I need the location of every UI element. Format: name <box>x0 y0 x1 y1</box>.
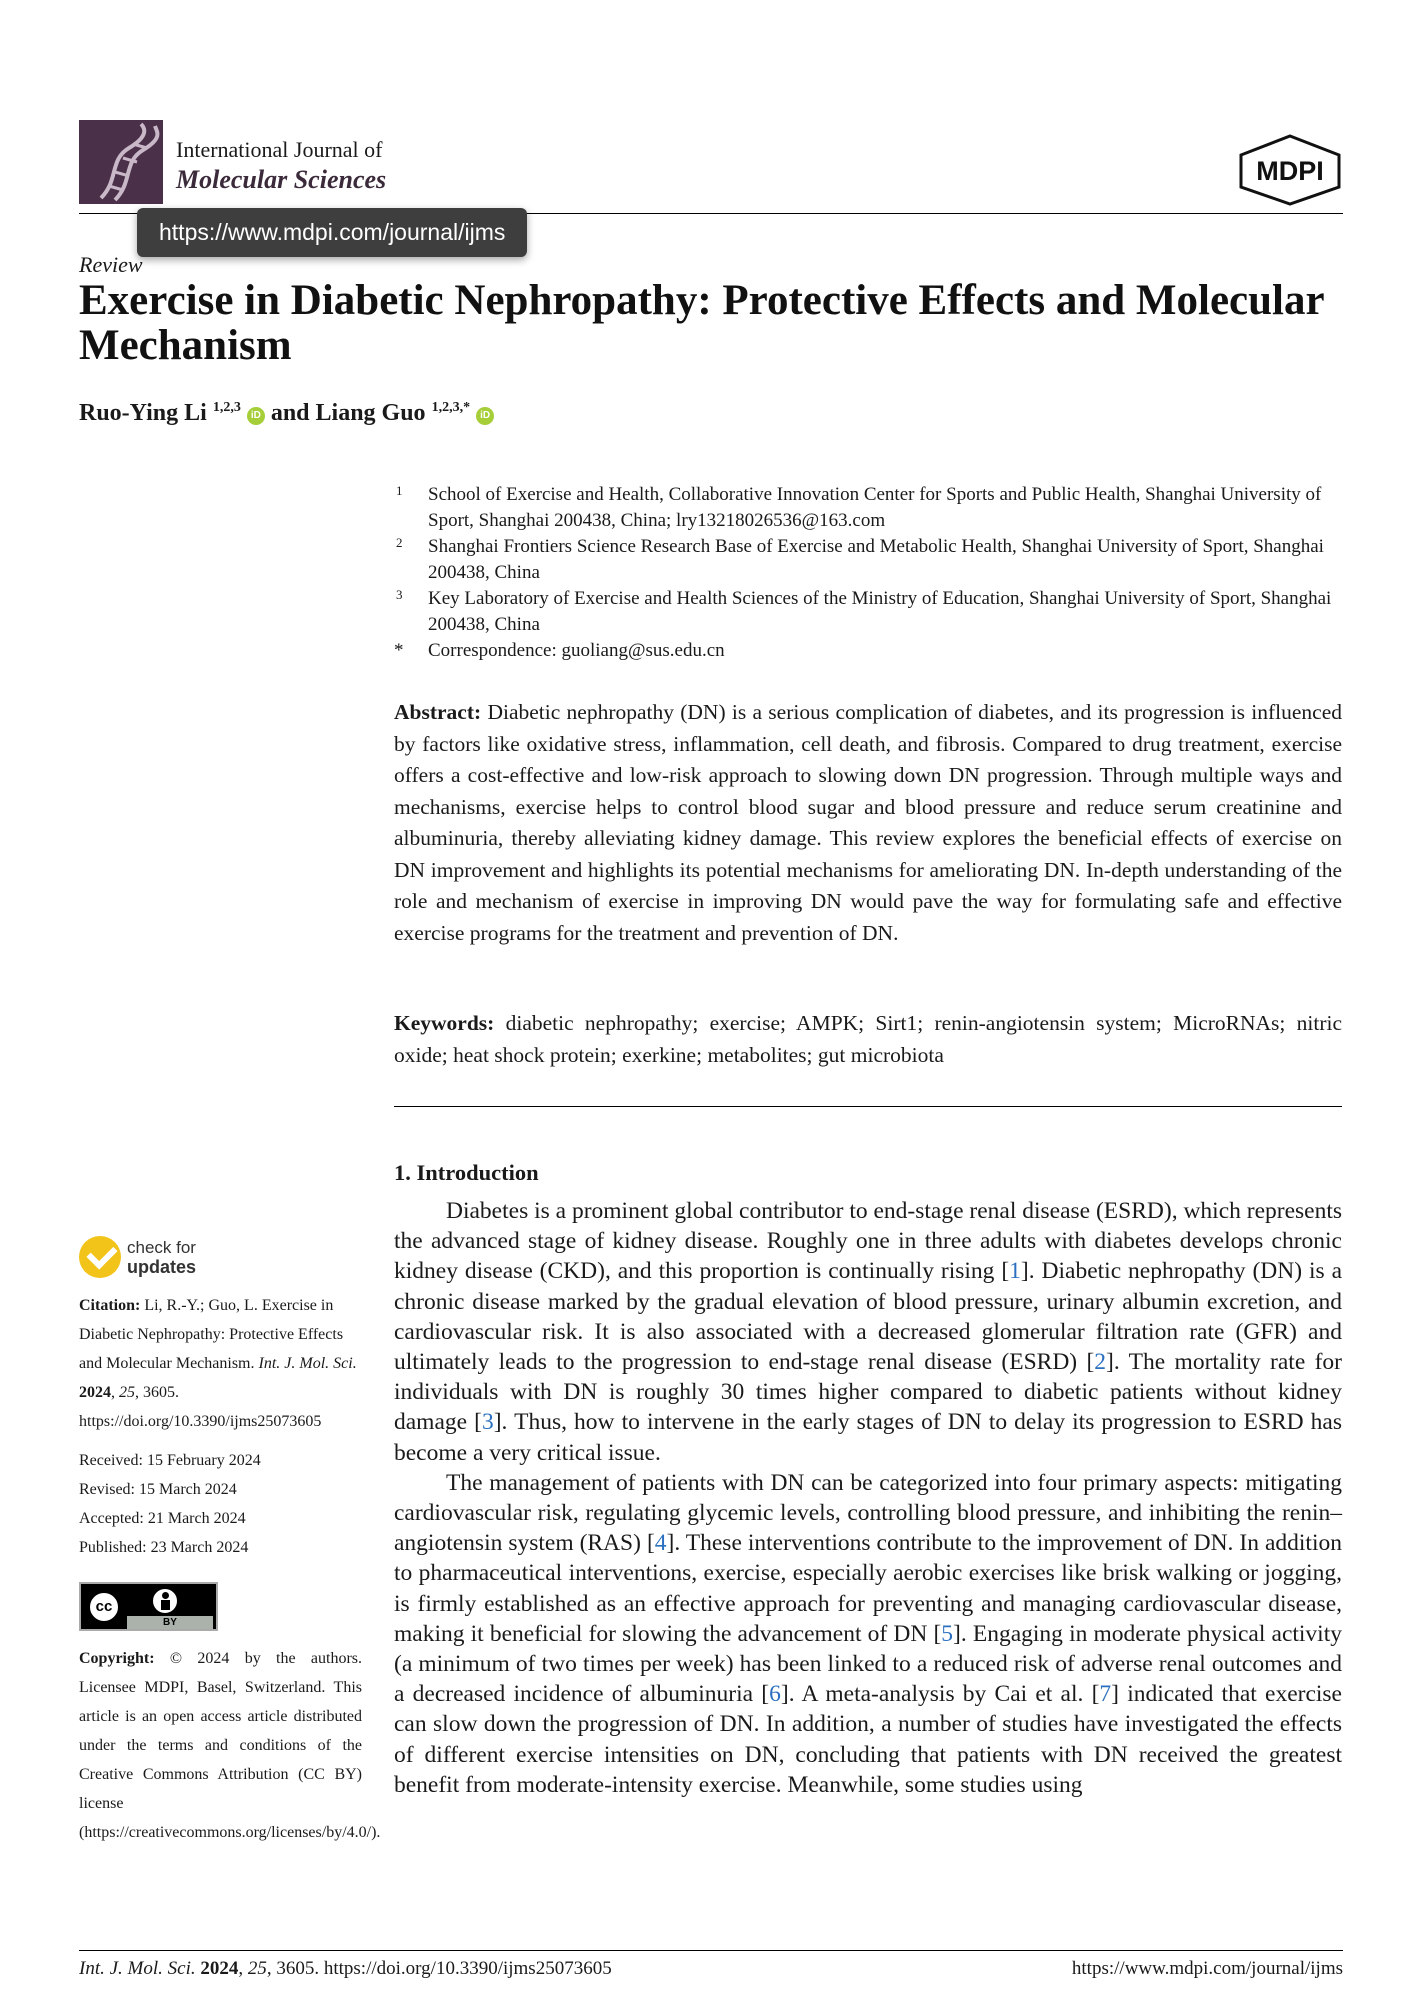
affiliation-text: Key Laboratory of Exercise and Health Sciences of the Ministry of Education, Shanghai University of Sport, Shanghai 200438, China <box>428 588 1332 635</box>
journal-logo <box>79 120 163 204</box>
footer-year: 2024 <box>200 1958 239 1979</box>
check-updates-line2: updates <box>127 1257 197 1277</box>
footer-citation: Int. J. Mol. Sci. 2024, 25, 3605. https://doi.org/10.3390/ijms25073605 <box>79 1958 612 1979</box>
correspondence-item <box>392 638 1352 664</box>
paragraph-text: ]. Thus, how to intervene in the early stages of DN to delay its progression to ESRD has become a very critical issue. <box>394 1409 1342 1466</box>
citation-volume: 25 <box>119 1384 135 1401</box>
footer-journal-url[interactable]: https://www.mdpi.com/journal/ijms <box>1071 1958 1343 1979</box>
reference-link[interactable]: 1 <box>1009 1258 1021 1285</box>
keywords-text: diabetic nephropathy; exercise; AMPK; Sirt1; renin-angiotensin system; MicroRNAs; nitric oxide; heat shock protein; exerkine; metabolites; gut microbiota <box>394 1011 1343 1067</box>
citation-doi[interactable]: , 3605. https://doi.org/10.3390/ijms25073605 <box>79 1384 322 1430</box>
cc-by-license-badge[interactable] <box>79 1582 218 1631</box>
section-divider <box>394 1106 1342 1107</box>
reference-link[interactable]: 7 <box>1099 1681 1112 1708</box>
author-name: Liang Guo <box>315 400 426 426</box>
affiliation-text: Shanghai Frontiers Science Research Base of Exercise and Metabolic Health, Shanghai University of Sport, Shanghai 200438, China <box>428 536 1324 583</box>
introduction-paragraph <box>394 1196 1342 1468</box>
paragraph-text: ]. The mortality rate for individuals with DN is roughly 30 times higher compared to diabetic patients without kidney damage [ <box>394 1349 1342 1436</box>
reference-link[interactable]: 4 <box>654 1530 667 1557</box>
abstract <box>394 697 1342 949</box>
accepted-date: Accepted: 21 March 2024 <box>79 1510 246 1527</box>
section-heading: 1. Introduction <box>394 1160 539 1185</box>
introduction-paragraph <box>394 1468 1342 1800</box>
orcid-icon[interactable]: iD <box>476 407 494 425</box>
mdpi-logo-text: MDPI <box>1256 156 1324 186</box>
copyright-text: © 2024 by the authors. Licensee MDPI, Basel, Switzerland. This article is an open access article distributed under the terms and conditions of the Creative Commons Attribution (CC BY) license (https://creativecommons.org/licenses/by/4.0/). <box>79 1650 381 1841</box>
url-tooltip: https://www.mdpi.com/journal/ijms <box>137 208 527 257</box>
reference-link[interactable]: 3 <box>481 1409 494 1436</box>
keywords-label: Keywords: <box>394 1011 495 1035</box>
affiliation-item <box>392 586 1352 638</box>
paragraph-text: ]. These interventions contribute to the improvement of DN. In addition to pharmaceutical interventions, exercise, especially aerobic exercises like brisk walking or jogging, is firmly established as an effective approach for preventing and managing cardiovascular disease, making it beneficial for slowing the advancement of DN [ <box>394 1530 1342 1647</box>
creative-commons-icon: cc <box>87 1590 121 1624</box>
affiliation-number: 3 <box>396 587 403 602</box>
affiliations <box>392 482 1352 664</box>
paragraph-text: Diabetes is a prominent global contributor to end-stage renal disease (ESRD), which represents the advanced stage of kidney disease. Roughly one in three adults with diabetes develops chronic kidney disease (CKD), and this proportion is continually rising [ <box>394 1198 1343 1285</box>
publication-dates <box>79 1446 362 1562</box>
dna-helix-icon <box>79 120 163 204</box>
copyright-label: Copyright: <box>79 1650 155 1667</box>
author-affiliation-marks: 1,2,3 <box>212 400 241 415</box>
mdpi-logo <box>1235 133 1345 207</box>
copyright-block <box>79 1644 381 1847</box>
published-date: Published: 23 March 2024 <box>79 1539 249 1556</box>
paragraph-text: ]. Engaging in moderate physical activity (a minimum of two times per week) has been linked to a reduced risk of adverse renal outcomes and a decreased incidence of albuminuria [ <box>394 1620 1342 1708</box>
abstract-label: Abstract: <box>394 700 482 724</box>
citation-journal: Int. J. Mol. Sci. <box>258 1355 357 1372</box>
citation-block: Citation: Li, R.-Y.; Guo, L. Exercise in Diabetic Nephropathy: Protective Effects and Molecular Mechanism. Int. J. Mol. Sci. 2024, 25, 3605. https://doi.org/10.3390/ijms25073605 <box>79 1297 357 1430</box>
paragraph-text: ]. Diabetic nephropathy (DN) is a chronic disease marked by the gradual elevation of blood pressure, urinary albumin excretion, and cardiovascular risk. It is also associated with a decreased glomerular filtration rate (GFR) and ultimately leads to the progression to end-stage renal disease (ESRD) [ <box>394 1258 1343 1376</box>
author-name: Ruo-Ying Li <box>79 400 207 426</box>
introduction-body <box>394 1196 1342 1800</box>
paragraph-text: ] indicated that exercise can slow down the progression of DN. In addition, a number of studies have investigated the effects of different exercise intensities on DN, concluding that patients with DN received the greatest benefit from moderate-intensity exercise. Meanwhile, some studies using <box>394 1681 1342 1798</box>
reference-link[interactable]: 5 <box>941 1620 954 1647</box>
footer-journal: Int. J. Mol. Sci. <box>79 1958 196 1979</box>
journal-name <box>176 136 386 196</box>
journal-name-line1: International Journal of <box>176 137 383 162</box>
affiliation-number: 1 <box>396 483 403 498</box>
abstract-text: Diabetic nephropathy (DN) is a serious complication of diabetes, and its progression is influenced by factors like oxidative stress, inflammation, cell death, and fibrosis. Compared to drug treatment, exercise offers a cost-effective and low-risk approach to slowing down DN progression. Through multiple ways and mechanisms, exercise helps to control blood sugar and blood pressure and reduce serum creatinine and albuminuria, thereby alleviating kidney damage. This review explores the beneficial effects of exercise on DN improvement and highlights its potential mechanisms for ameliorating DN. In-depth understanding of the role and mechanism of exercise in improving DN would pave the way for formulating safe and effective exercise programs for the treatment and prevention of DN. <box>394 700 1342 945</box>
footer-doi[interactable]: , 3605. https://doi.org/10.3390/ijms25073605 <box>266 1958 612 1979</box>
article-title: Exercise in Diabetic Nephropathy: Protective Effects and Molecular Mechanism <box>79 277 1324 370</box>
correspondence-text: Correspondence: guoliang@sus.edu.cn <box>428 640 725 661</box>
attribution-person-icon <box>151 1587 179 1615</box>
check-updates-icon <box>79 1236 121 1278</box>
journal-name-line2: Molecular Sciences <box>176 164 387 194</box>
correspondence-mark: * <box>394 640 404 661</box>
footer-divider <box>79 1950 1343 1951</box>
affiliation-item <box>392 482 1352 534</box>
affiliation-text: School of Exercise and Health, Collaborative Innovation Center for Sports and Public Health, Shanghai University of Sport, Shanghai 200438, China; lry13218026536@163.com <box>428 484 1322 531</box>
paragraph-text: ]. A meta-analysis by Cai et al. [ <box>780 1681 1100 1708</box>
received-date: Received: 15 February 2024 <box>79 1452 261 1469</box>
author-affiliation-marks: 1,2,3,* <box>431 400 471 415</box>
paragraph-text: The management of patients with DN can be categorized into four primary aspects: mitigating cardiovascular risk, regulating glycemic levels, controlling blood pressure, and inhibiting the renin–angiotensin system (RAS) [ <box>394 1469 1342 1557</box>
affiliation-number: 2 <box>396 535 403 550</box>
check-updates-line1: check for <box>127 1238 196 1257</box>
affiliation-item <box>392 534 1352 586</box>
citation-text: Li, R.-Y.; Guo, L. Exercise in Diabetic Nephropathy: Protective Effects and Molecular Mechanism. <box>79 1297 344 1372</box>
footer-volume: 25 <box>247 1958 267 1979</box>
by-label: BY <box>127 1616 213 1629</box>
citation-year: 2024 <box>79 1384 111 1401</box>
revised-date: Revised: 15 March 2024 <box>79 1481 237 1498</box>
article-type: Review <box>79 252 143 277</box>
author-list <box>79 400 494 427</box>
reference-link[interactable]: 2 <box>1094 1349 1107 1376</box>
author-joiner: and <box>270 400 310 426</box>
citation-label: Citation: <box>79 1297 141 1314</box>
orcid-icon[interactable]: iD <box>247 407 265 425</box>
keywords <box>394 1008 1342 1071</box>
reference-link[interactable]: 6 <box>769 1681 781 1708</box>
